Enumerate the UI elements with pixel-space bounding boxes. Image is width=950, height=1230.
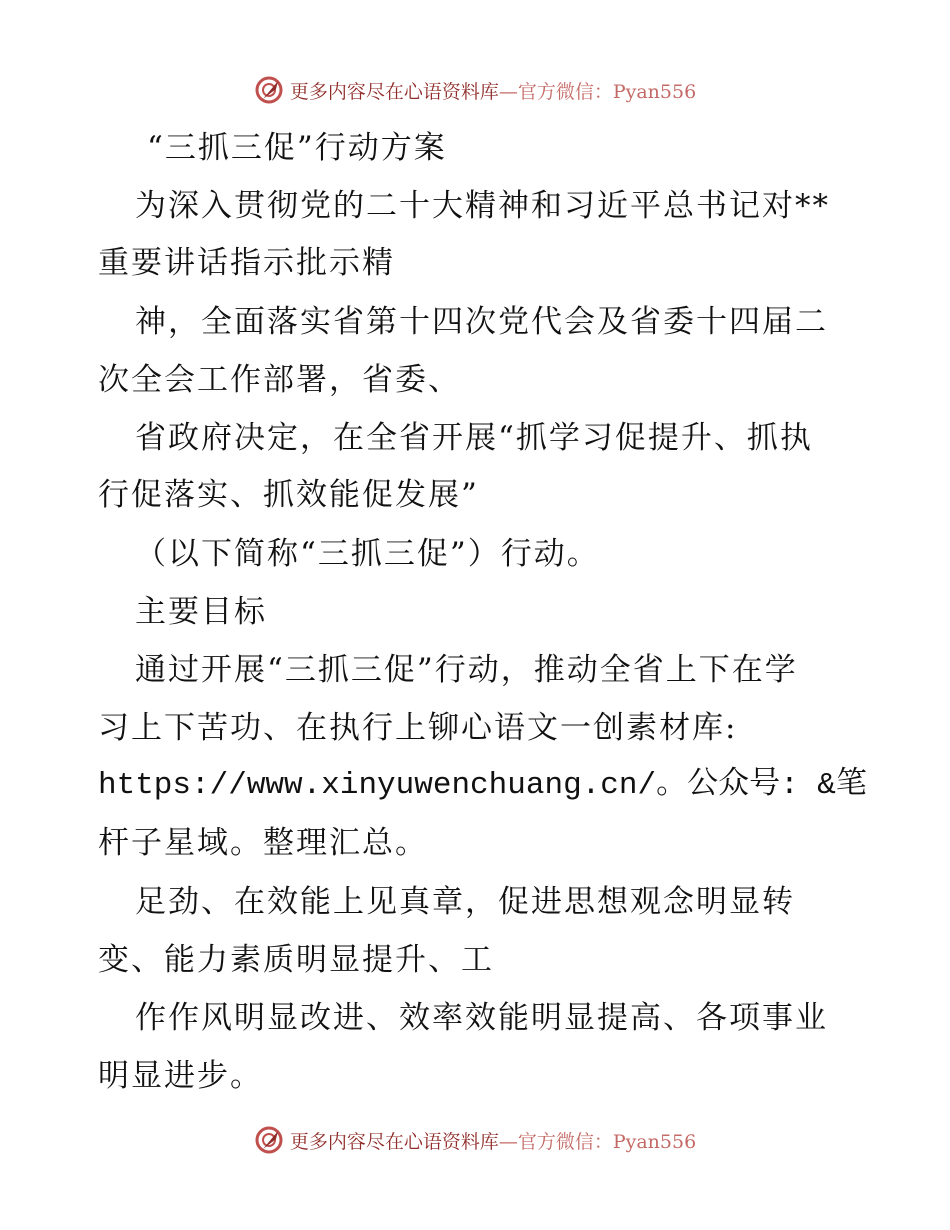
doc-line: （以下简称“三抓三促”）行动。 [135, 536, 600, 572]
doc-line: 足劲、在效能上见真章，促进思想观念明显转 [135, 884, 795, 920]
doc-line: 作作风明显改进、效率效能明显提高、各项事业 [135, 1000, 828, 1036]
watermark-official: 官方微信：Pyan556 [517, 1130, 697, 1153]
watermark-brand: 更多内容尽在心语资料库 [289, 80, 499, 103]
doc-line: 变、能力素质明显提升、工 [98, 942, 494, 978]
watermark-separator: — [498, 80, 518, 103]
doc-line: 行促落实、抓效能促发展” [98, 477, 479, 513]
doc-line: 明显进步。 [98, 1058, 263, 1094]
quill-logo-icon [254, 1125, 284, 1155]
watermark-text [290, 1127, 696, 1154]
doc-line: 省政府决定，在全省开展“抓学习促提升、抓执 [135, 420, 813, 456]
doc-line: 为深入贯彻党的二十大精神和习近平总书记对** [135, 188, 830, 224]
doc-line-url: https://www.xinyuwenchuang.cn/。公众号: &笔 [98, 768, 867, 803]
doc-heading: 主要目标 [135, 594, 267, 630]
doc-line: 通过开展“三抓三促”行动，推动全省上下在学 [135, 652, 798, 688]
doc-line: 习上下苦功、在执行上铆心语文一创素材库: [98, 710, 738, 746]
watermark-official: 官方微信：Pyan556 [517, 80, 697, 103]
doc-line: 次全会工作部署，省委、 [98, 362, 461, 398]
doc-line: 重要讲话指示批示精 [98, 245, 395, 281]
watermark-brand: 更多内容尽在心语资料库 [289, 1130, 499, 1153]
doc-title: “三抓三促”行动方案 [147, 130, 447, 166]
watermark-separator: — [498, 1130, 518, 1153]
doc-line: 杆子星域。整理汇总。 [98, 825, 428, 861]
doc-line: 神，全面落实省第十四次党代会及省委十四届二 [135, 304, 828, 340]
footer-watermark [0, 1120, 950, 1160]
